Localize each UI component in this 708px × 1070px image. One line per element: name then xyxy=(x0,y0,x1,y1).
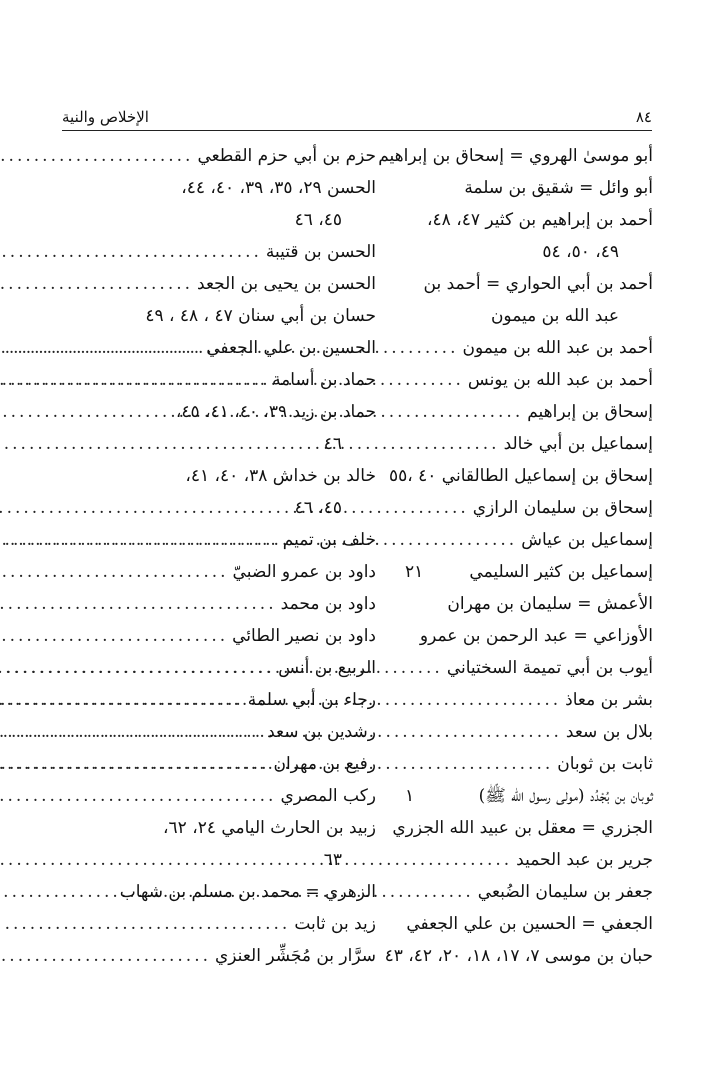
index-entry xyxy=(136,748,376,780)
index-entry xyxy=(405,396,653,428)
entry-name: الأوزاعي = عبد الرحمن بن عمرو xyxy=(419,626,653,646)
index-entry xyxy=(405,556,653,588)
index-entry xyxy=(405,300,653,332)
index-entry xyxy=(405,716,653,748)
index-entry xyxy=(136,908,376,940)
leader-dots xyxy=(0,556,229,588)
leader-dots xyxy=(0,716,263,748)
index-entry xyxy=(136,844,376,876)
leader-dots xyxy=(0,236,262,268)
entry-pages: ٢١ xyxy=(405,562,424,582)
index-entry xyxy=(136,492,376,524)
index-entry xyxy=(405,652,653,684)
entry-name: الحسن بن يحيى بن الجعد xyxy=(197,274,376,294)
index-entry xyxy=(405,364,653,396)
index-entry xyxy=(378,140,653,172)
entry-name: رجاء بن أبي سلمة xyxy=(247,690,376,710)
index-entry xyxy=(136,236,376,268)
entry-name: أبو موسىٰ الهروي = إسحاق بن إبراهيم xyxy=(378,146,653,166)
index-entry xyxy=(136,780,376,812)
index-entry xyxy=(405,684,653,716)
index-entry xyxy=(136,300,376,332)
leader-dots xyxy=(0,588,277,620)
entry-name: ٤٥، ٤٦ xyxy=(294,210,342,230)
entry-name: بلال بن سعد xyxy=(565,722,653,742)
index-entry xyxy=(405,588,653,620)
entry-name: ٤٦ xyxy=(323,434,342,454)
entry-name: إسماعيل بن عياش xyxy=(521,530,653,550)
index-entry xyxy=(136,556,376,588)
entry-name: ٤٥، ٤٦ xyxy=(294,498,342,518)
entry-name: الحسين بن علي الجعفي xyxy=(206,338,376,358)
index-entry xyxy=(119,876,376,908)
index-entry xyxy=(136,364,376,396)
entry-name: بشر بن معاذ xyxy=(565,690,653,710)
index-entry xyxy=(136,652,376,684)
index-entry xyxy=(136,940,376,972)
entry-name: إسحاق بن سليمان الرازي xyxy=(472,498,653,518)
right-column xyxy=(378,140,653,972)
entry-name: الجعفي = الحسين بن علي الجعفي xyxy=(406,914,653,934)
entry-name: أحمد بن أبي الحواري = أحمد بن xyxy=(423,274,653,294)
entry-name: الزهري = محمد بن مسلم بن شهاب xyxy=(119,882,376,902)
index-entry xyxy=(405,172,653,204)
entry-name: أحمد بن عبد الله بن يونس xyxy=(467,370,653,390)
index-entry xyxy=(136,268,376,300)
index-entry xyxy=(405,236,653,268)
header-rule xyxy=(62,130,652,131)
index-entry xyxy=(405,876,653,908)
entry-name: ثابت بن ثوبان xyxy=(557,754,653,774)
leader-dots xyxy=(0,940,211,972)
entry-name: سرَّار بن مُجَشِّر العنزي xyxy=(215,946,376,966)
index-entry xyxy=(405,428,653,460)
leader-dots xyxy=(0,780,276,812)
entry-name: الأعمش = سليمان بن مهران xyxy=(447,594,653,614)
entry-name: جعفر بن سليمان الضُبعي xyxy=(477,882,653,902)
entry-name: الحسن ٢٩، ٣٥، ٣٩، ٤٠، ٤٤، xyxy=(181,178,376,198)
entry-name: إسماعيل بن أبي خالد xyxy=(503,434,653,454)
leader-dots xyxy=(0,652,274,684)
index-entry xyxy=(136,396,376,428)
index-entry xyxy=(405,204,653,236)
index-entry xyxy=(136,524,376,556)
leader-dots xyxy=(0,140,193,172)
entry-name: إسحاق بن إبراهيم xyxy=(527,402,653,422)
entry-pages: ١ xyxy=(405,786,415,806)
leader-dots xyxy=(0,332,202,364)
entry-name: خلف بن تميم xyxy=(282,530,376,550)
entry-name: الحسن بن قتيبة xyxy=(265,242,376,262)
index-entry xyxy=(392,812,653,844)
entry-name: حزم بن أبي حزم القطعي xyxy=(197,146,376,166)
entry-name: أحمد بن عبد الله بن ميمون xyxy=(462,338,653,358)
index-entry xyxy=(136,620,376,652)
page-number: ٨٤ xyxy=(635,108,652,126)
entry-pages: ٥٥ xyxy=(388,466,408,486)
index-entry xyxy=(136,332,376,364)
entry-name: داود بن محمد xyxy=(280,594,376,614)
index-entry xyxy=(136,812,376,844)
entry-name: أحمد بن إبراهيم بن كثير ٤٧، ٤٨، xyxy=(427,210,653,230)
index-entry xyxy=(384,940,653,972)
index-entry xyxy=(388,460,653,492)
leader-dots xyxy=(0,684,244,716)
index-entry xyxy=(136,716,376,748)
entry-name: داود بن نصير الطائي xyxy=(232,626,376,646)
leader-dots xyxy=(0,620,228,652)
index-entry xyxy=(405,780,653,812)
index-entry xyxy=(405,620,653,652)
entry-name: رشدين بن سعد xyxy=(267,722,376,742)
index-entry xyxy=(136,204,376,236)
index-entry xyxy=(405,268,653,300)
leader-dots xyxy=(0,908,290,940)
entry-name: داود بن عمرو الضبيّ xyxy=(232,562,376,582)
entry-name: ركب المصري xyxy=(280,786,376,806)
index-entry xyxy=(136,140,376,172)
entry-name: الربيع بن أنس xyxy=(278,658,376,678)
entry-name: حماد بن أسامة xyxy=(272,370,376,390)
entry-name: إسحاق بن إسماعيل الطالقاني ٤٠ ، xyxy=(407,466,653,486)
index-entry xyxy=(136,460,376,492)
index-entry xyxy=(405,524,653,556)
index-entry xyxy=(405,908,653,940)
entry-name: ثوبان بن بُجْدُد (مولى رسول الله ﷺ) xyxy=(478,786,653,806)
entry-name: الجزري = معقل بن عبيد الله الجزري xyxy=(392,818,653,838)
index-entry xyxy=(136,172,376,204)
index-entry xyxy=(136,588,376,620)
entry-name: أيوب بن أبي تميمة السختياني xyxy=(446,658,653,678)
leader-dots xyxy=(0,524,279,556)
entry-name: إسماعيل بن كثير السليمي xyxy=(469,562,653,582)
index-entry xyxy=(405,844,653,876)
leader-dots xyxy=(0,268,193,300)
entry-name: زبيد بن الحارث اليامي ٢٤، ٦٢، xyxy=(163,818,376,838)
entry-name: زيد بن ثابت xyxy=(294,914,376,934)
entry-name: حبان بن موسى ٧، ١٧، ١٨، ٢٠، ٤٢، ٤٣ xyxy=(384,946,653,966)
entry-name: ٤٩، ٥٠، ٥٤ xyxy=(542,242,619,262)
page-header xyxy=(62,98,652,126)
leader-dots xyxy=(0,748,269,780)
entry-name: خالد بن خداش ٣٨، ٤٠، ٤١، xyxy=(185,466,376,486)
entry-name: أبو وائل = شقيق بن سلمة xyxy=(464,178,653,198)
entry-name: حماد بن زيد ٣٩، ٤٠، ٤١، ٤٥، xyxy=(175,402,376,422)
index-entry xyxy=(136,684,376,716)
index-entry xyxy=(405,492,653,524)
running-title: الإخلاص والنية xyxy=(62,108,149,126)
entry-name: جرير بن عبد الحميد xyxy=(516,850,653,870)
left-column xyxy=(119,140,376,972)
leader-dots xyxy=(0,364,268,396)
index-entry xyxy=(136,428,376,460)
entry-name: ٦٣ xyxy=(323,850,342,870)
entry-name: حسان بن أبي سنان ٤٧ ، ٤٨ ، ٤٩ xyxy=(145,306,376,326)
index-entry xyxy=(405,748,653,780)
entry-name: رفيع بن مهران xyxy=(273,754,376,774)
entry-name: عبد الله بن ميمون xyxy=(490,306,619,326)
index-entry xyxy=(405,332,653,364)
